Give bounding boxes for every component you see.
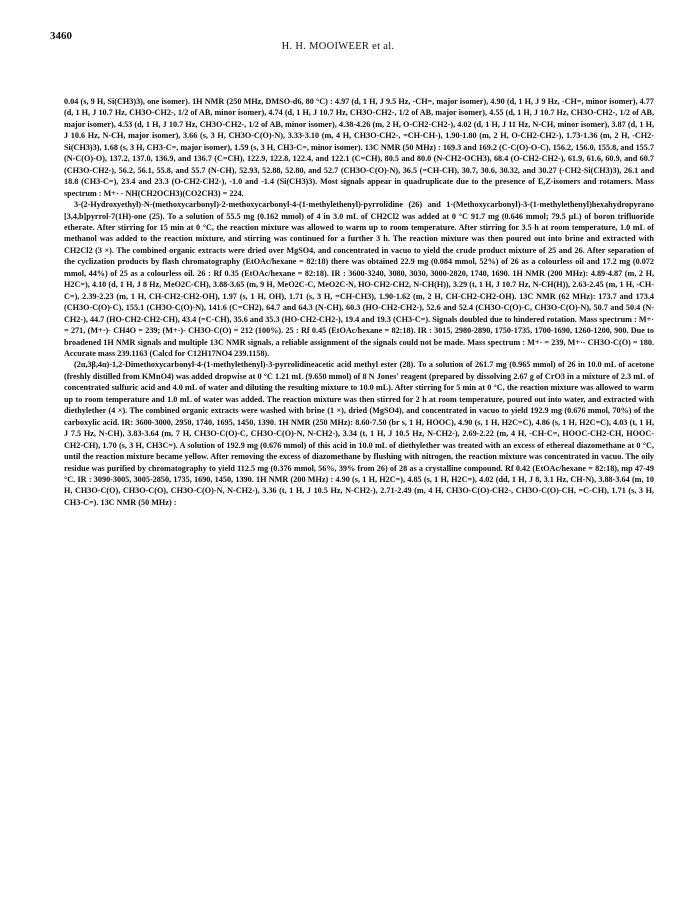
article-body	[64, 96, 654, 508]
running-head: H. H. MOOIWEER et al.	[281, 41, 395, 52]
paragraph-spectral-data	[64, 96, 654, 199]
paragraph-compound-26-25	[64, 199, 654, 359]
paragraph-text: To a solution of 55.5 mg (0.162 mmol) of 4 in 3.0 mL of CH2Cl2 was added at 0 °C 91.7 mg (0.646 mmol; 79.5 µL) of boron trifluoride etherate. After stirring for 15 min at 0 °C, the reaction mixture was allowed to warm up to room temperature. After stirring for 3.5 h at room temperature, 1.0 mL of methanol was added to the reaction mixture, and stirring was continued for a further 3 h. The reaction mixture was then poured out into brine and extracted with CH2Cl2 (3 ×). The combined organic extracts were dried over MgSO4, and concentrated in vacuo to yield the crude product mixture of 25 and 26. After separation of the cyclization products by flash chromatography (EtOAc/hexane = 82:18) there was obtained 22.9 mg (0.084 mmol, 52%) of 26 as a colourless oil and 17.2 mg (0.072 mmol, 44%) of 25 as a colourless oil. 26 : Rf 0.35 (EtOAc/hexane = 82:18). IR : 3600-3240, 3080, 3030, 3000-2820, 1740, 1690. 1H NMR (200 MHz): 4.89-4.87 (m, 2 H, H2C=), 4.10 (d, 1 H, J 8 Hz, MeO2C-CH), 3.88-3.65 (m, 9 H, MeO2C-C, MeO2C-N, HO-CH2-CH2, N-CH(H)), 3.29 (t, 1 H, J 10.7 Hz, N-CH(H)), 2.63-2.45 (m, 1 H, -CH-C=), 2.39-2.23 (m, 1 H, CH-CH2-CH2-OH), 1.97 (s, 1 H, OH), 1.71 (s, 3 H, =CH-CH3), 1.90-1.62 (m, 2 H, CH-CH2-CH2-OH). 13C NMR (62 MHz): 173.7 and 173.4 (CH3O-C(O)-C), 155.1 (CH3O-C(O)-N), 141.6 (C=CH2), 64.7 and 64.3 (N-CH), 60.3 (HO-CH2-CH2-), 52.6 and 52.4 (CH3O-C(O)-C, CH3O-C(O)-N), 50.7 and 50.4 (N-CH2-), 44.7 (HO-CH2-CH2-CH), 43.4 (=C-CH), 35.6 and 35.3 (HO-CH2-CH2-), 19.4 and 19.3 (CH3-C=). Signals doubled due to hindered rotation. Mass spectrum : M+· = 271, (M+·)- CH4O = 239; (M+·)- CH3O-C(O) = 212 (100%). 25 : Rf 0.45 (EtOAc/hexane = 82:18). IR : 3015, 2980-2890, 1750-1735, 1700-1690, 1260-1200, 900. Due to broadened 1H NMR signals and multiple 13C NMR signals, a reliable assignment of the signals could not be made. Mass spectrum : M+· = 239, M+·- CH3O-C(O) = 180. Accurate mass 239.1163 (Calcd for C12H17NO4 239.1158).	[64, 211, 654, 358]
compound-heading: (2α,3β,4α)-1,2-Dimethoxycarbonyl-4-(1-methylethenyl)-3-pyrrolidineacetic acid methyl ester (28).	[74, 360, 416, 370]
paragraph-text: To a solution of 261.7 mg (0.965 mmol) of 26 in 10.0 mL of acetone (freshly distilled from KMnO4) was added dropwise at 0 °C 1.21 mL (9.650 mmol) of 8 N Jones' reagent (prepared by dissolving 2.67 g of CrO3 in a mixture of 2.3 mL of concentrated sulfuric acid and 4.0 mL of water and diluting the resulting mixture to 10.0 mL). After stirring for 5 min at 0 °C, the reaction mixture was allowed to warm up to room temperature and 1.0 mL of water was added. The reaction mixture was then stirred for 2 h at room temperature, poured out into water, and extracted with diethylether (4 ×). The combined organic extracts were washed with brine (1 ×), dried (MgSO4), and concentrated in vacuo to yield 192.9 mg (0.676 mmol, 70%) of the carboxylic acid. IR: 3600-3000, 2950, 1740, 1695, 1450, 1390. 1H NMR (250 MHz): 8.60-7.50 (br s, 1 H, HOOC), 4.90 (s, 1 H, H2C=C), 4.86 (s, 1 H, H2C=C), 4.03 (t, 1 H, J 7.5 Hz, N-CH), 3.83-3.64 (m, 7 H, CH3O-C(O)-C, CH3O-C(O)-N, N-CH2-), 3.34 (t, 1 H, J 10.5 Hz, N-CH2-), 2.69-2.22 (m, 4 H, -CH-C=, HOOC-CH2-CH, HOOC-CH2-CH), 1.70 (s, 3 H, CH3C=). A solution of 192.9 mg (0.676 mmol) of this acid in 10.0 mL of diethylether was treated with an excess of ethereal diazomethane at 0 °C, until the reaction mixture became yellow. After removing the excess of diazomethane by flushing with nitrogen, the reaction mixture was concentrated in vacuo. The oily residue was purified by chromatography to yield 112.5 mg (0.376 mmol, 56%, 39% from 26) of 28 as a crystalline compound. Rf 0.42 (EtOAc/hexane = 82:18), mp 47-49 °C. IR : 3090-3005, 3005-2850, 1735, 1690, 1450, 1390. 1H NMR (200 MHz) : 4.90 (s, 1 H, H2C=), 4.85 (s, 1 H, H2C=), 4.02 (dd, 1 H, J 8, 3.1 Hz, CH-N), 3.88-3.64 (m, 10 H, CH3O-C(O), CH3O-C(O), CH3O-C(O)-N, N-CH2-), 3.36 (t, 1 H, J 10.5 Hz, N-CH2-), 2.71-2.49 (m, 4 H, CH3O-C(O)-CH2-, CH3O-C(O)-CH, =C-CH), 1.71 (s, 3 H, CH3-C=). 13C NMR (50 MHz) :	[64, 360, 654, 507]
paragraph-compound-28	[64, 359, 654, 508]
paragraph-text: 0.04 (s, 9 H, Si(CH3)3), one isomer). 1H NMR (250 MHz, DMSO-d6, 80 °C) : 4.97 (d, 1 H, J 9.5 Hz, -CH=, major isomer), 4.90 (d, 1 H, J 9 Hz, -CH=, minor isomer), 4.77 (d, 1 H, J 10.7 Hz, CH3O-CH2-, 1/2 of AB, minor isomer), 4.74 (d, 1 H, J 10.7 Hz, CH3O-CH2-, 1/2 of AB, major isomer), 4.55 (d, 1 H, J 10.7 Hz, CH3O-CH2-, 1/2 of AB, major isomer), 4.53 (d, 1 H, J 10.7 Hz, CH3O-CH2-, 1/2 of AB, minor isomer), 4.38-4.26 (m, 2 H, O-CH2-CH2-), 4.02 (d, 1 H, J 11 Hz, N-CH, minor isomer), 3.87 (d, 1 H, J 10.6 Hz, N-CH, major isomer), 3.66 (s, 3 H, CH3O-C(O)-N), 3.33-3.10 (m, 4 H, CH3O-CH2-, =CH-CH-), 1.90-1.80 (m, 2 H, O-CH2-CH2-), 1.73-1.36 (m, 2 H, -CH2-Si(CH3)3), 1.68 (s, 3 H, CH3-C=, major isomer), 1.59 (s, 3 H, CH3-C=, minor isomer). 13C NMR (50 MHz) : 169.3 and 169.2 (C-C(O)-O-C), 156.2, 156.0, 155.8, and 155.7 (N-C(O)-O), 137.2, 137.0, 136.9, and 136.7 (C=CH), 122.9, 122.8, 122.4, and 122.1 (C=CH), 80.5 and 80.0 (N-CH2-OCH3), 68.4 (O-CH2-CH2-), 61.9, 61.6, 60.9, and 60.7 (CH3O-CH2-), 56.2, 56.1, 55.8, and 55.7 (N-CH), 52.93, 52.88, 52.80, and 52.7 (CH3O-C(O)-N), 36.5 (=CH-CH), 30.7, 30.6, 30.32, and 30.27 (-CH2-Si(CH3)3), 26.1 and 18.8 (CH3-C=), 23.4 and 23.3 (O-CH2-CH2-), -1.0 and -1.4 (Si(CH3)3). Most signals appear in quadruplicate due to the presence of E,Z-isomers and rotamers. Mass spectrum : M+· - NH(CH2OCH3)(CO2CH3) = 224.	[64, 97, 654, 198]
compound-heading: 3-(2-Hydroxyethyl)-N-(methoxycarbonyl)-2-methoxycarbonyl-4-(1-methylethenyl)-pyrrolidine (26) and 1-(Methoxycarbonyl)-3-(1-methylethenyl)hexahydropyrano [3,4,b]pyrrol-7(1H)-one (25).	[64, 200, 654, 221]
page-number: 3460	[50, 30, 72, 42]
